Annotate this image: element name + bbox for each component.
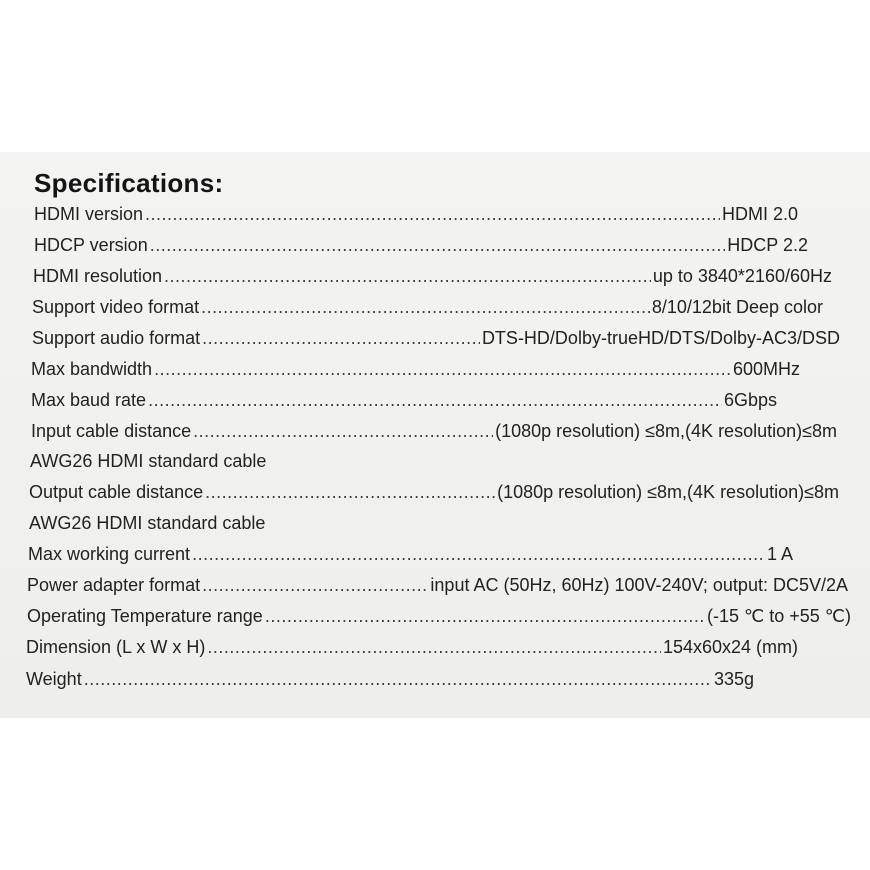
- leader-dots: [148, 390, 722, 411]
- spec-label: Power adapter format: [27, 575, 201, 595]
- leader-dots: [265, 606, 705, 627]
- spec-value: HDCP 2.2: [727, 235, 808, 255]
- spec-label: HDCP version: [34, 235, 148, 255]
- leader-dots: [207, 637, 661, 658]
- spec-label: Support audio format: [32, 328, 201, 348]
- spec-label: Weight: [26, 669, 82, 689]
- spec-row-audio-format: [32, 328, 840, 356]
- spec-value: 600MHz: [732, 359, 800, 379]
- spec-row-hdmi-version: [34, 204, 798, 232]
- spec-label: Input cable distance: [31, 421, 192, 441]
- leader-dots: [150, 235, 726, 256]
- spec-label: Max bandwidth: [31, 359, 153, 379]
- spec-label: Max working current: [28, 544, 191, 564]
- leader-dots: [84, 669, 712, 690]
- spec-label: Output cable distance: [29, 482, 204, 502]
- spec-row-power-adapter-format: [27, 575, 848, 603]
- spec-value: up to 3840*2160/60Hz: [652, 266, 832, 286]
- spec-row-operating-temperature: [27, 606, 851, 634]
- leader-dots: [205, 482, 495, 503]
- spec-label: HDMI version: [34, 204, 144, 224]
- spec-value: (-15 ℃ to +55 ℃): [707, 606, 851, 626]
- spec-row-max-working-current: [28, 544, 793, 572]
- spec-label: Operating Temperature range: [27, 606, 263, 626]
- spec-value: HDMI 2.0: [721, 204, 798, 224]
- leader-dots: [202, 328, 480, 349]
- spec-note-input-cable: [30, 451, 430, 479]
- spec-label: Max baud rate: [31, 390, 147, 410]
- spec-row-max-baud-rate: [31, 390, 777, 418]
- leader-dots: [202, 575, 428, 596]
- leader-dots: [192, 544, 765, 565]
- spec-row-dimension: [26, 637, 798, 665]
- spec-row-input-cable-distance: [31, 421, 837, 449]
- leader-dots: [154, 359, 731, 380]
- leader-dots: [145, 204, 720, 225]
- spec-value: 1 A: [766, 544, 793, 564]
- spec-value: 154x60x24 (mm): [662, 637, 798, 657]
- spec-value: DTS-HD/Dolby-trueHD/DTS/Dolby-AC3/DSD: [481, 328, 840, 348]
- spec-row-hdmi-resolution: [33, 266, 832, 294]
- spec-value: 335g: [713, 669, 754, 689]
- spec-row-hdcp-version: [34, 235, 808, 263]
- leader-dots: [201, 297, 650, 318]
- spec-note: AWG26 HDMI standard cable: [30, 451, 267, 471]
- spec-note-output-cable: [29, 513, 429, 541]
- spec-row-output-cable-distance: [29, 482, 839, 510]
- spec-label: Dimension (L x W x H): [26, 637, 206, 657]
- spec-value: input AC (50Hz, 60Hz) 100V-240V; output: DC5V/2A: [430, 575, 848, 595]
- leader-dots: [164, 266, 651, 287]
- spec-row-video-format: [32, 297, 823, 325]
- leader-dots: [193, 421, 493, 442]
- spec-label: Support video format: [32, 297, 200, 317]
- spec-value: 8/10/12bit Deep color: [651, 297, 823, 317]
- spec-value: 6Gbps: [723, 390, 777, 410]
- specifications-title: Specifications:: [34, 168, 224, 198]
- spec-value: (1080p resolution) ≤8m,(4K resolution)≤8m: [495, 421, 837, 441]
- spec-note: AWG26 HDMI standard cable: [29, 513, 266, 533]
- spec-row-max-bandwidth: [31, 359, 800, 387]
- spec-label: HDMI resolution: [33, 266, 163, 286]
- spec-value: (1080p resolution) ≤8m,(4K resolution)≤8m: [497, 482, 839, 502]
- spec-row-weight: [26, 669, 754, 697]
